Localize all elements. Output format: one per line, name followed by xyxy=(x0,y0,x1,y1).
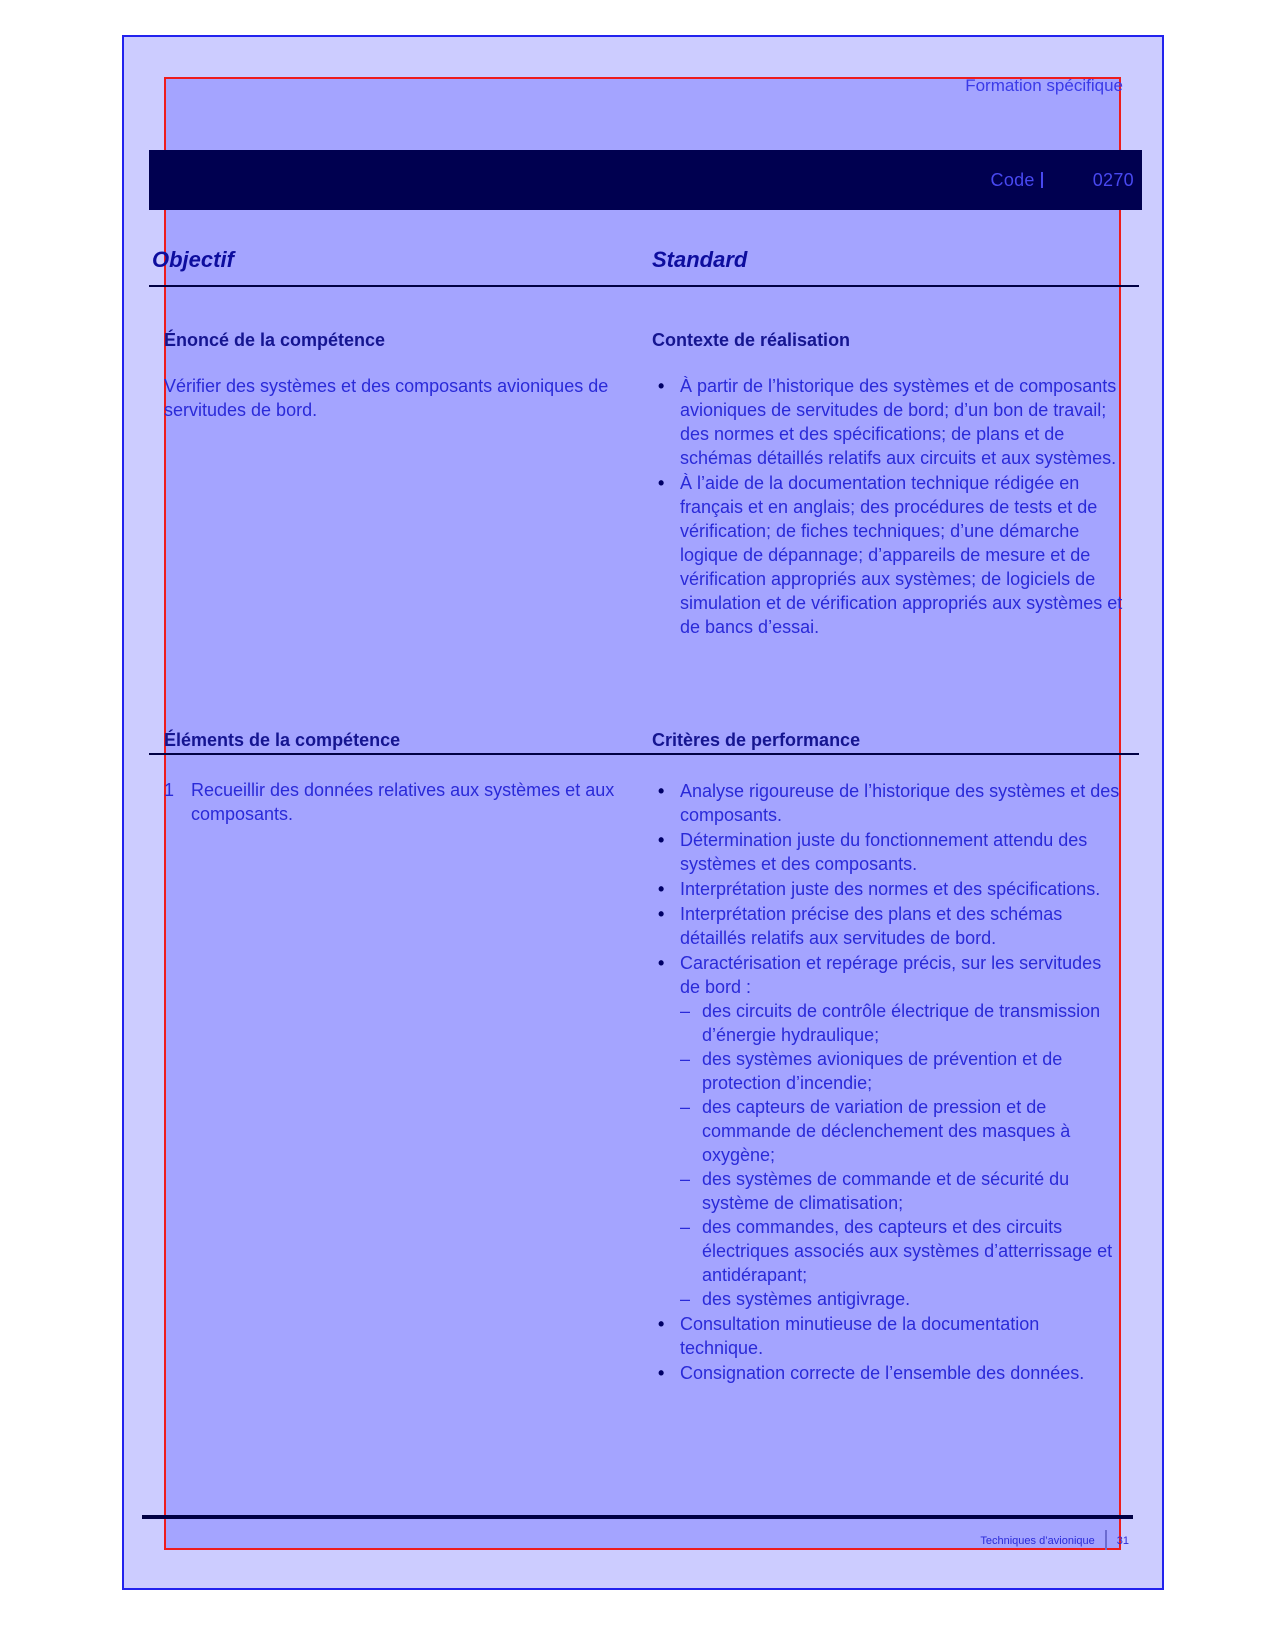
code-value: 0270 xyxy=(1092,170,1134,190)
context-list xyxy=(658,374,1124,640)
section-rule xyxy=(149,753,1139,755)
objective-column-heading: Objectif xyxy=(152,247,234,272)
criteria-item: • Caractérisation et repérage précis, sur les servitudes de bord : – des circuits de contrôle électrique de transmission d’énergie hydraulique; – des systèmes avioniques de prévention et de protection d’incendie; – des capteurs de variation de pression et de commande de déclenchement des masques à oxygène; – des systèmes de commande et de sécurité du système de climatisation; – des commandes, des capteurs et des circuits électriques associés aux systèmes d’atterrissage et antidérapant; – des systèmes antigivrage. xyxy=(658,951,1124,1311)
bullet-icon: • xyxy=(658,904,665,924)
criteria-item: • Interprétation juste des normes et des spécifications. xyxy=(658,879,1101,899)
page-number: 31 xyxy=(1116,1535,1129,1547)
running-title: Formation spécifique xyxy=(965,76,1123,95)
criteria-item: • Détermination juste du fonctionnement attendu des systèmes et des composants. xyxy=(658,830,1088,874)
criteria-subitem: – des systèmes antigivrage. xyxy=(680,1289,911,1309)
criteria-subitem: – des capteurs de variation de pression et de commande de déclenchement des masques à oxygène; xyxy=(680,1097,1071,1165)
element-number: 1 xyxy=(164,780,175,800)
dash-icon: – xyxy=(680,1217,691,1237)
context-item: • À partir de l’historique des systèmes et de composants avioniques de servitudes de bord; d’un bon de travail; des normes et des spécifications; de plans et de schémas détaillés relatifs aux circuits et aux systèmes. xyxy=(658,376,1117,468)
heading-rule xyxy=(149,285,1139,287)
bullet-icon: • xyxy=(658,879,665,899)
criteria-list xyxy=(658,779,1124,1386)
competence-statement-heading: Énoncé de la compétence xyxy=(164,330,386,350)
bullet-icon: • xyxy=(658,953,665,973)
bullet-icon: • xyxy=(658,473,665,493)
criteria-sublist xyxy=(680,999,1124,1311)
bullet-icon: • xyxy=(658,781,665,801)
footer-separator xyxy=(1105,1530,1107,1550)
criteria-subitem: – des systèmes avioniques de prévention et de protection d’incendie; xyxy=(680,1049,1063,1093)
criteria-subitem: – des commandes, des capteurs et des circuits électriques associés aux systèmes d’atterrissage et antidérapant; xyxy=(680,1217,1113,1285)
competence-statement: Vérifier des systèmes et des composants avioniques de servitudes de bord. xyxy=(164,376,609,420)
dash-icon: – xyxy=(680,1049,691,1069)
bullet-icon: • xyxy=(658,1314,665,1334)
dash-icon: – xyxy=(680,1001,691,1021)
code-separator xyxy=(1041,172,1043,188)
criteria-item: • Consignation correcte de l’ensemble des données. xyxy=(658,1363,1085,1383)
dash-icon: – xyxy=(680,1097,691,1117)
context-item: • À l’aide de la documentation technique rédigée en français et en anglais; des procédures de tests et de vérification; de fiches techniques; d’une démarche logique de dépannage; d’appareils de mesure et de vérification appropriés aux systèmes; de logiciels de simulation et de vérification appropriés aux systèmes et de bancs d’essai. xyxy=(658,473,1123,637)
criteria-heading: Critères de performance xyxy=(652,730,861,750)
code-label-group xyxy=(991,170,1134,191)
footer-rule xyxy=(142,1515,1133,1519)
bullet-icon: • xyxy=(658,376,665,396)
criteria-item: • Interprétation précise des plans et des schémas détaillés relatifs aux servitudes de bord. xyxy=(658,904,1063,948)
bullet-icon: • xyxy=(658,830,665,850)
dash-icon: – xyxy=(680,1289,691,1309)
context-heading: Contexte de réalisation xyxy=(652,330,851,350)
element-text: Recueillir des données relatives aux systèmes et aux composants. xyxy=(191,780,615,824)
code-label: Code xyxy=(990,170,1035,190)
element-item xyxy=(164,778,654,826)
criteria-subitem: – des systèmes de commande et de sécurité du système de climatisation; xyxy=(680,1169,1070,1213)
criteria-item: • Consultation minutieuse de la documentation technique. xyxy=(658,1314,1040,1358)
dash-icon: – xyxy=(680,1169,691,1189)
elements-heading: Éléments de la compétence xyxy=(164,730,401,750)
code-bar xyxy=(149,150,1142,210)
criteria-item: • Analyse rigoureuse de l’historique des systèmes et des composants. xyxy=(658,781,1120,825)
bullet-icon: • xyxy=(658,1363,665,1383)
footer-program: Techniques d’avionique xyxy=(980,1535,1095,1547)
criteria-subitem: – des circuits de contrôle électrique de transmission d’énergie hydraulique; xyxy=(680,1001,1101,1045)
page-footer xyxy=(980,1530,1129,1547)
standard-column-heading: Standard xyxy=(652,247,748,272)
